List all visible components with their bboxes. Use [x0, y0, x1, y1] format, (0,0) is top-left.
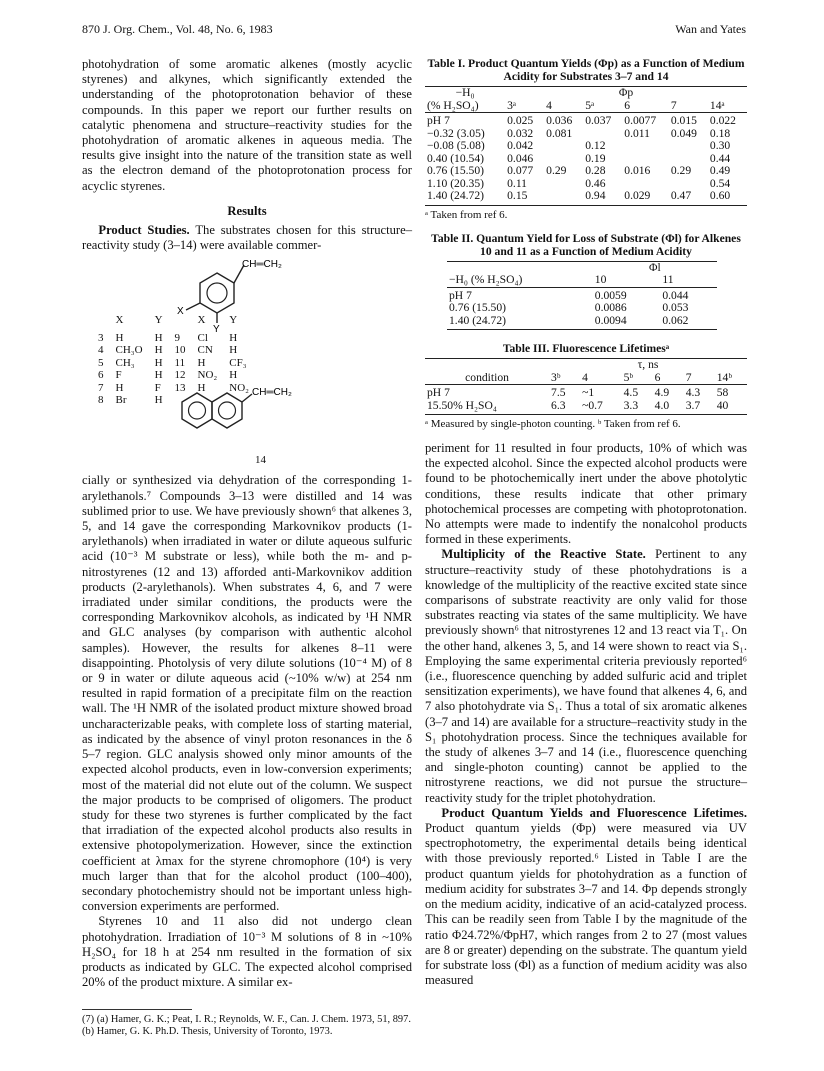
y-substituent-label: Y [213, 324, 220, 336]
table-1-group-head: Φp [505, 87, 747, 100]
table-3-group-head: τ, ns [549, 359, 747, 372]
table-1-row [425, 165, 747, 178]
substituent-cell: H [197, 356, 206, 369]
substituent-cell: H [197, 381, 206, 394]
table-3-cell: pH 7 [427, 386, 450, 399]
table-1-note: ᵃ Taken from ref 6. [425, 208, 508, 221]
table-3-cell: ~1 [582, 386, 595, 399]
table-1 [425, 57, 747, 222]
benzene-ring [200, 273, 234, 313]
table-1-cell: 0.54 [709, 176, 731, 190]
substituent-row [92, 382, 255, 395]
table-3-col-head: 3ᵇ [549, 372, 580, 385]
product-studies-title: Product Studies. [98, 223, 190, 238]
table-1-head-h0: −H₀ [425, 87, 505, 100]
table-1-cell: pH 7 [427, 114, 450, 127]
table-3-blank-head [425, 359, 549, 372]
substituent-row [92, 394, 255, 407]
substituent-cell: 9 [174, 331, 181, 344]
table-2-cell: 0.053 [662, 301, 689, 314]
table-1-cell: 0.046 [507, 151, 534, 165]
substituent-row [92, 369, 255, 382]
product-studies-paragraph [82, 223, 412, 253]
table-3-head-condition: condition [425, 372, 549, 385]
substituent-cell: 6 [98, 369, 104, 382]
substituent-cell: F [154, 381, 161, 394]
table-1-cell [544, 190, 583, 205]
footnote [82, 1009, 412, 1039]
table-1-cell: 0.011 [624, 126, 650, 140]
substituent-cell: 5 [98, 356, 104, 369]
table-1-cell: 0.015 [670, 114, 697, 127]
table-1-cell: 0.18 [709, 126, 731, 140]
substituent-cell [223, 394, 255, 407]
table-2-cell: 1.40 (24.72) [447, 315, 593, 330]
table-3-cell: 4.5 [623, 386, 639, 399]
naphthyl-vinyl-label: CH═CH₂ [252, 387, 292, 399]
table-1-cell: 0.036 [546, 114, 573, 127]
substituent-cell: H [154, 344, 163, 357]
substituent-row [92, 332, 255, 345]
table-2-col-head: 10 [593, 274, 661, 287]
table-2-cell: 0.0086 [594, 301, 627, 314]
table-1-cell: 0.76 (15.50) [427, 164, 484, 177]
table-1-cell: 0.11 [507, 176, 527, 190]
substituent-cell: F [115, 369, 122, 382]
substituent-cell: NO₂ [197, 369, 218, 382]
substituent-row [92, 344, 255, 357]
table-1-cell: 0.47 [669, 190, 708, 205]
table-3-row [425, 400, 747, 415]
substituent-cell: Br [115, 394, 127, 407]
table-2-grid [447, 261, 717, 331]
table-3-col-head: 6 [653, 372, 684, 385]
substituent-cell: CH₃ [115, 356, 135, 369]
footnote-text: (7) (a) Hamer, G. K.; Peat, I. R.; Reynolds, W. F., Can. J. Chem. 1973, 51, 897. (b) Hamer, G. K. Ph.D. Thesis, University of Toronto, 1973. [82, 1014, 411, 1038]
aromatic-circle [207, 283, 227, 303]
substituent-cell: 8 [98, 394, 104, 407]
quantum-yield-text: Product quantum yields (Φp) were measured via UV spectrophotometry, the experimental details being identical with those previously reported.⁶ Listed in Table I are the product quantum yields for photohydration as a function of medium acidity for substrates 3–7 and 14. Φp depends strongly on the medium acidity, indicative of an acid-catalyzed process. This can be readily seen from Table I by the magnitude of the ratio Φ24.72%/ΦpH7, which ranges from 2 to 27 (most values are 8 or greater) depending on the substrate. The quantum yield for substrate loss (Φl) as a function of medium acidity was also measured [425, 821, 747, 988]
substituent-cell: H [154, 369, 163, 382]
substituent-cell: CN [197, 344, 213, 357]
table-1-grid [425, 86, 747, 206]
vinyl-label: CH═CH₂ [242, 259, 282, 271]
table-3-cell: 4.9 [654, 386, 670, 399]
table-1-cell [669, 140, 708, 153]
table-3-row [425, 385, 747, 400]
table-3-cell: 3.7 [684, 400, 715, 415]
table-2-cell: 0.044 [662, 288, 689, 302]
table-1-cell: 0.037 [585, 114, 612, 127]
table-1-cell: 0.049 [670, 126, 697, 140]
multiplicity-paragraph [425, 547, 747, 805]
table-2-group-head: Φl [593, 261, 717, 274]
running-header-left: 870 J. Org. Chem., Vol. 48, No. 6, 1983 [82, 22, 273, 36]
table-2-cell: pH 7 [449, 288, 472, 302]
table-3-cell: 15.50% H₂SO₄ [425, 400, 549, 415]
substituent-header-cell [92, 313, 110, 331]
section-title-results: Results [227, 203, 267, 218]
table-1-cell: 0.016 [624, 164, 651, 177]
table-1-col-head: 4 [544, 100, 583, 113]
table-1-col-head: 14ᵃ [708, 100, 747, 113]
table-2 [425, 232, 747, 343]
table-1-cell: 1.40 (24.72) [425, 190, 505, 205]
table-1-col-head: 7 [669, 100, 708, 113]
quantum-yield-paragraph [425, 806, 747, 988]
table-1-cell: 0.46 [585, 176, 606, 190]
right-column [425, 57, 747, 988]
substituent-header-cell: X [197, 314, 206, 327]
table-3-cell: 4.0 [653, 400, 684, 415]
table-3-note: ᵃ Measured by single-photon counting. ᵇ Taken from ref 6. [425, 418, 681, 430]
substituent-row [92, 357, 255, 370]
multiplicity-text: Pertinent to any structure–reactivity study of these photohydrations is a knowledge of the multiplicity of the reactive excited state since comparisons of substrate reactivity are only valid for those substrates reacting via states of the same multiplicity. We have previously shown⁶ that nitrostyrenes 12 and 13 react via T₁. On the other hand, alkenes 3, 5, and 14 were shown to react via S₁. Employing the same experimental criteria previously reported⁶ (i.e., fluorescence quenching by added sulfuric acid and triplet sensitization experiments), we have found that alkenes 4, 6, and 7 also photohydrate via S₁. Thus a total of six aromatic alkenes (3–7 and 14) are available for a structure–reactivity study in the S₁ photohydration process. Since the techniques available for the study of alkenes 3–7 and 14 (i.e., fluorescence quenching and single-photon counting) cannot be applied to the nitrostyrene reactions, we did not pursue the structure–reactivity study for the triplet photohydration. [425, 547, 747, 805]
substituent-cell: H [229, 369, 238, 382]
table-1-cell [544, 140, 583, 153]
table-2-row [447, 302, 717, 315]
table-3-col-head: 4 [580, 372, 622, 385]
table-1-cell [622, 140, 669, 153]
substituent-cell: 7 [98, 381, 104, 394]
table-3-col-head: 5ᵇ [622, 372, 653, 385]
table-1-col-head: 3ᵃ [505, 100, 544, 113]
substituent-cell: H [154, 356, 163, 369]
table-1-cell: 0.49 [709, 164, 731, 177]
table-1-caption: Table I. Product Quantum Yields (Φp) as a Function of Medium Acidity for Substrates 3–7 and 14 [427, 57, 745, 83]
table-3-col-head: 14ᵇ [715, 372, 747, 385]
right-paragraph-1: periment for 11 resulted in four products, 10% of which was the expected alcohol. Since the expected alcohol products were found to be photochemically inert under the above photolytic conditions, these results indicate that other primary photochemical processes are competing with photoprotonation. No attempts were made to indentify the nonalcohol products formed in these experiments. [425, 441, 747, 547]
substituent-cell: 12 [174, 369, 186, 382]
table-1-cell: 0.15 [505, 190, 544, 205]
table-3-cell: 7.5 [551, 386, 566, 399]
table-3-cell: 40 [715, 400, 747, 415]
table-1-cell: 0.081 [546, 126, 573, 140]
results-paragraph-1: cially or synthesized via dehydration of the corresponding 1-arylethanols.⁷ Compounds 3–13 were distilled and 14 was sublimed prior to use. We have previously shown⁶ that alkenes 3, 5, and 14 gave the corresponding Markovnikov products (1-arylethanols) when irradiated in water or dilute aqueous sulfuric acid (10⁻³ M substrate or less), while both the m- and p-nitrostyrenes (12 and 13) afforded anti-Markovnikov addition products (2-arylethanols). When substrates 4, 6, and 7 were irradiated under similar conditions, the products were the corresponding Markovnikov alcohols, as indicated by ¹H NMR and GLC analyses (by comparison with authentic alcohol samples). However, the results for alkenes 8–11 were disappointing. Photolysis of very dilute solutions (10⁻⁴ M) of 8 or 9 in water or dilute aqueous acid (~10% w/w) at 254 nm resulted in rapid formation of a precipitate film on the reaction wall. The ¹H NMR of the isolated product mixture showed broad uncharacterizable peaks, with complete loss of starting material, as indicated by the absence of vinyl proton resonances in the δ 5–7 region. GLC analysis showed only minor amounts of the expected alcohol products, even in low-conversion experiments; most of the material did not elute out of the column. We suspect the major products to be comprised of oligomers. The product study for these two styrenes is further complicated by the fact that irradiation of the expected alcohol products also results in extensive photopolymerization. However, since the extinction coefficient at λmax for the styrene chromophore (10⁴) is very much larger than that for the alcohol product (100–400), secondary photochemistry should not be important unless high-conversion experiments are performed. [82, 473, 412, 914]
table-2-cell: 0.062 [660, 315, 717, 330]
substituent-cell: 3 [98, 331, 104, 344]
table-3-cell: ~0.7 [580, 400, 622, 415]
table-2-caption: Table II. Quantum Yield for Loss of Substrate (Φl) for Alkenes 10 and 11 as a Function of Medium Acidity [431, 231, 741, 258]
table-1-cell: 1.10 (20.35) [427, 176, 484, 190]
table-1-col-head: 6 [622, 100, 669, 113]
compound-14-label: 14 [255, 454, 266, 467]
substituent-table [92, 313, 255, 406]
intro-paragraph: photohydration of some aromatic alkenes (mostly acyclic styrenes) and alkynes, which significantly extended the understanding of the photoprotonation behavior of these compounds. In this paper we report our further results on catalytic phenomena and structure–reactivity studies for the photohydration of aromatic alkenes in aqueous media. The results give insight into the nature of the transition state as well as the electron demand of the photoprotonation process for acyclic styrenes. [82, 57, 412, 193]
table-2-row [447, 315, 717, 330]
substituent-header-row [92, 313, 255, 331]
x-bond [186, 303, 200, 310]
table-3-col-head: 7 [684, 372, 715, 385]
table-2-cell: 0.0059 [594, 288, 627, 302]
table-1-cell: 0.60 [708, 190, 747, 205]
table-2-cell: 0.0094 [593, 315, 661, 330]
table-1-cell: 0.40 (10.54) [427, 151, 484, 165]
table-1-cell: 0.032 [507, 126, 534, 140]
table-1-cell: 0.29 [670, 164, 692, 177]
table-1-cell: 0.94 [583, 190, 622, 205]
table-1-cell: 0.0077 [624, 114, 657, 127]
substituent-cell: 13 [174, 381, 186, 394]
table-1-cell: 0.025 [507, 114, 534, 127]
table-3-grid [425, 358, 747, 415]
table-1-cell: 0.44 [709, 151, 731, 165]
footnote-rule [82, 1009, 192, 1010]
table-1-cell: 0.12 [585, 139, 606, 152]
quantum-yield-title: Product Quantum Yields and Fluorescence Lifetimes. [441, 805, 747, 820]
substituent-cell: 10 [174, 344, 186, 357]
substituent-cell: CH₃O [115, 344, 143, 357]
table-1-cell: 0.30 [709, 139, 731, 152]
table-1-row [425, 113, 747, 128]
substituent-cell: 4 [98, 344, 104, 357]
substituent-header-cell [169, 313, 192, 331]
table-3-caption: Table III. Fluorescence Lifetimesᵃ [502, 342, 670, 355]
table-1-row [425, 190, 747, 205]
substituent-cell: H [115, 381, 124, 394]
results-paragraph-2: Styrenes 10 and 11 also did not undergo clean photohydration. Irradiation of 10⁻³ M solutions of 8 in ~10% H₂SO₄ for 18 h at 254 nm resulted in the formation of six products as indicated by GLC. The expected alcohol comprised 20% of the product mixture. A similar ex- [82, 914, 412, 990]
substituent-header-cell: Y [229, 314, 238, 327]
table-3-cell: 4.3 [685, 386, 701, 399]
table-3-cell: 6.3 [549, 400, 580, 415]
substituent-cell: Cl [197, 331, 208, 344]
substituent-header-cell: X [115, 314, 124, 327]
substituent-cell: H [229, 344, 238, 357]
left-column [82, 57, 412, 990]
table-1-cell: 0.29 [546, 164, 567, 177]
substituent-cell: H [154, 394, 163, 407]
structure-figure [82, 257, 412, 469]
table-1-cell: −0.32 (3.05) [427, 126, 485, 140]
x-substituent-label: X [177, 306, 184, 318]
table-1-cell [544, 178, 583, 191]
table-2-head-h0: −H₀ (% H₂SO₄) [447, 274, 593, 287]
table-1-cell: 0.042 [507, 139, 534, 152]
substituent-cell: H [154, 331, 163, 344]
table-1-cell: 0.029 [622, 190, 669, 205]
table-1-cell: 0.077 [507, 164, 534, 177]
table-2-cell: 0.76 (15.50) [449, 301, 506, 314]
substituent-cell [169, 394, 192, 407]
running-header-right: Wan and Yates [675, 22, 746, 36]
substituent-cell: H [229, 331, 238, 344]
multiplicity-title: Multiplicity of the Reactive State. [441, 547, 646, 562]
table-1-col-head: 5ᵃ [583, 100, 622, 113]
table-1-cell: −0.08 (5.08) [427, 139, 485, 152]
table-1-cell: 0.022 [709, 114, 736, 127]
table-1-row [425, 140, 747, 153]
table-3-cell: 3.3 [622, 400, 653, 415]
table-1-cell: 0.28 [585, 164, 606, 177]
substituent-cell: 11 [174, 356, 186, 369]
substituent-cell [192, 394, 224, 407]
substituent-header-cell: Y [154, 314, 163, 327]
substituent-cell: CF₃ [229, 356, 247, 369]
product-studies-text: The substrates chosen for this structure–reactivity study (3–14) were available commer- [82, 223, 413, 253]
substituent-cell: H [115, 331, 124, 344]
substituent-cell: NO₂ [229, 381, 249, 394]
table-2-row [447, 287, 717, 302]
table-3 [425, 342, 747, 431]
table-1-cell: 0.19 [585, 151, 606, 165]
table-3-cell: 58 [716, 386, 729, 399]
table-1-head-acid: (% H₂SO₄) [425, 100, 505, 113]
table-2-col-head: 11 [660, 274, 717, 287]
